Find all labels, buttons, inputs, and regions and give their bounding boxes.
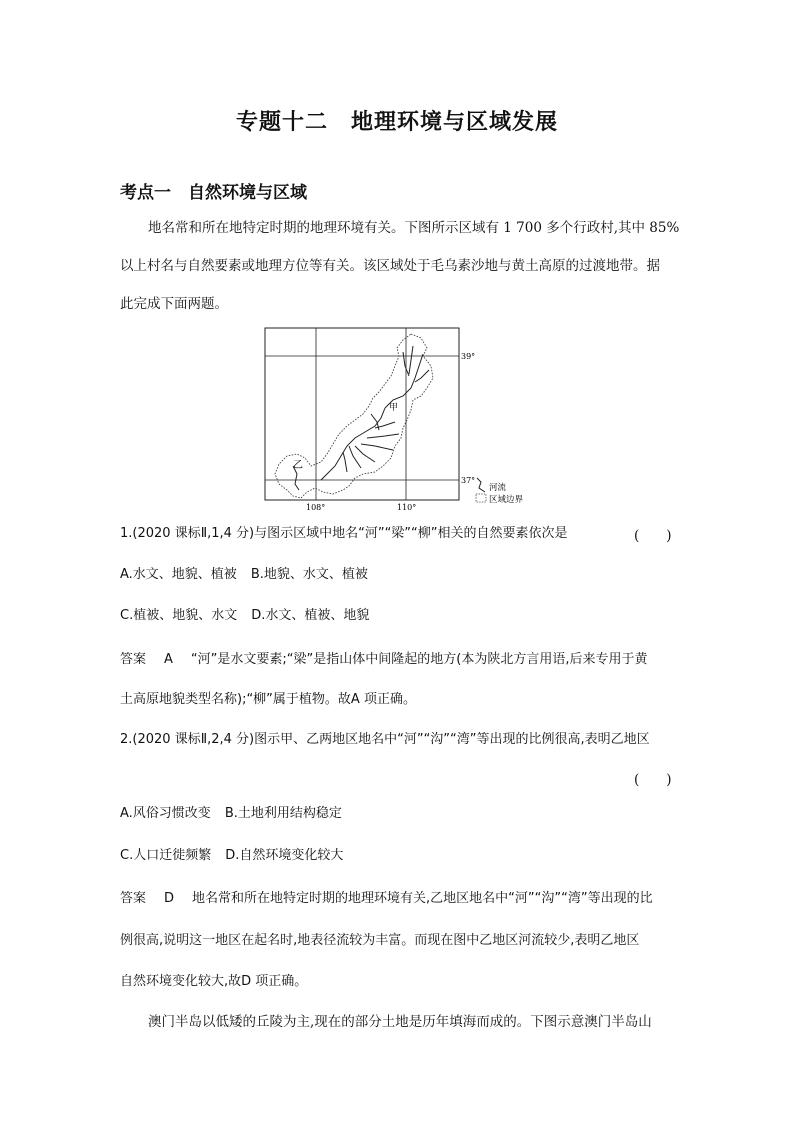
label-lat-37: 37° (461, 476, 476, 485)
region-map-svg (263, 326, 563, 514)
q1-option-d[interactable]: D.水文、植被、地貌 (251, 608, 370, 623)
q1-options-ab (120, 565, 676, 585)
q2-options-ab (120, 804, 676, 824)
legend-river-label: 河流 (489, 483, 507, 493)
next-intro-line-1: 澳门半岛以低矮的丘陵为主,现在的部分土地是历年填海而成的。下图示意澳门半岛山 (148, 1014, 652, 1030)
q1-option-c[interactable]: C.植被、地貌、水文 (120, 608, 238, 623)
q2-answer-label: 答案 (120, 891, 147, 906)
label-jia: 甲 (389, 403, 399, 413)
q1-stem: 1.(2020 课标Ⅱ,1,4 分)与图示区域中地名“河”“梁”“柳”相关的自然要素依次是 (120, 526, 568, 541)
q2-option-d[interactable]: D.自然环境变化较大 (225, 848, 344, 863)
legend-boundary-icon (476, 494, 486, 502)
q1-answer-line-1 (120, 650, 676, 670)
q2-option-a[interactable]: A.风俗习惯改变 (120, 806, 211, 821)
intro-line-2: 以上村名与自然要素或地理方位等有关。该区域处于毛乌素沙地与黄土高原的过渡地带。据 (120, 258, 660, 274)
q1-answer-label: 答案 (120, 652, 147, 667)
q1-answer-bracket: ( ) (634, 528, 672, 544)
q1-options-cd (120, 606, 676, 626)
legend-river-icon (477, 478, 485, 492)
q1-option-a[interactable]: A.水文、地貌、植被 (120, 567, 237, 582)
label-lon-108: 108° (306, 503, 326, 512)
q2-option-c[interactable]: C.人口迁徙频繁 (120, 848, 212, 863)
region-boundary (275, 334, 433, 498)
q2-answer-letter: D (164, 891, 175, 906)
q1-option-b[interactable]: B.地貌、水文、植被 (250, 567, 368, 582)
q1-explanation-1: “河”是水文要素;“梁”是指山体中间隆起的地方(本为陕北方言用语,后来专用于黄 (190, 652, 648, 667)
q2-explanation-1: 地名常和所在地特定时期的地理环境有关,乙地区地名中“河”“沟”“湾”等出现的比 (192, 891, 653, 906)
legend-boundary-label: 区域边界 (489, 495, 524, 505)
q2-answer-bracket: ( ) (634, 772, 672, 788)
q2-explanation-3: 自然环境变化较大,故D 项正确。 (120, 974, 308, 989)
q2-option-b[interactable]: B.土地利用结构稳定 (224, 806, 342, 821)
intro-line-1: 地名常和所在地特定时期的地理环境有关。下图所示区域有 1 700 多个行政村,其中 85% (148, 220, 680, 236)
q2-answer-line-1 (120, 889, 676, 909)
label-lat-39: 39° (461, 352, 476, 361)
label-lon-110: 110° (397, 503, 417, 512)
q2-options-cd (120, 846, 676, 866)
region-map (263, 326, 563, 514)
q2-explanation-2: 例很高,说明这一地区在起名时,地表径流较为丰富。而现在图中乙地区河流较少,表明乙地区 (120, 933, 640, 948)
q1-explanation-2: 土高原地貌类型名称);“柳”属于植物。故A 项正确。 (120, 692, 416, 707)
intro-line-3: 此完成下面两题。 (120, 296, 228, 312)
q2-stem: 2.(2020 课标Ⅱ,2,4 分)图示甲、乙两地区地名中“河”“沟”“湾”等出现的比例很高,表明乙地区 (120, 732, 650, 747)
q1-answer-letter: A (164, 652, 173, 667)
section-heading: 考点一 自然环境与区域 (120, 183, 307, 203)
page-title: 专题十二 地理环境与区域发展 (235, 110, 558, 135)
label-yi: 乙 (293, 460, 303, 471)
rivers (293, 346, 429, 490)
